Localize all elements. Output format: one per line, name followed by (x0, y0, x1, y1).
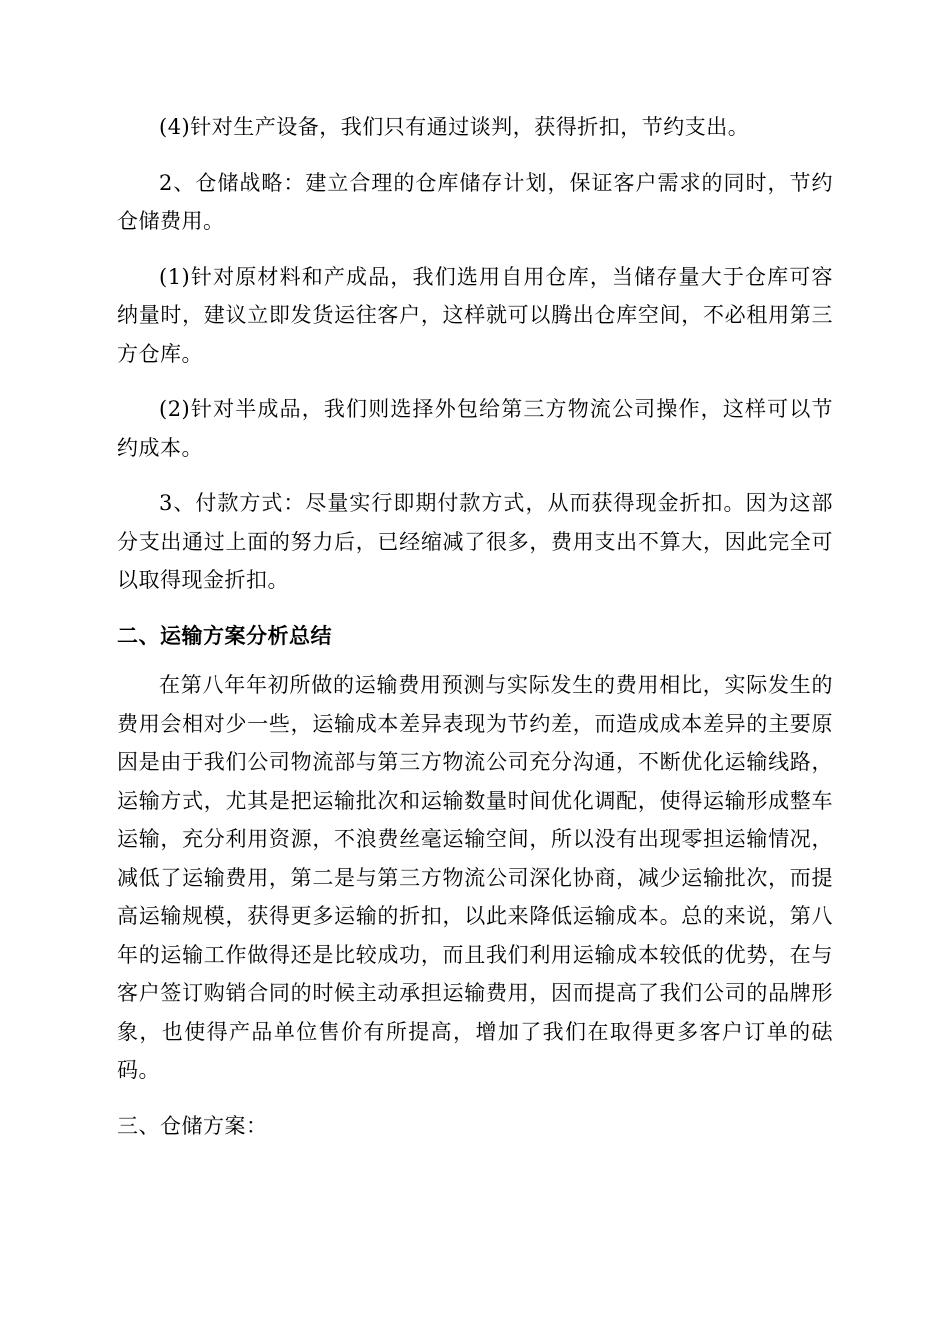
document-body (117, 108, 833, 1145)
paragraph-transport-summary: 在第八年年初所做的运输费用预测与实际发生的费用相比，实际发生的费用会相对少一些，运输成本差异表现为节约差，而造成成本差异的主要原因是由于我们公司物流部与第三方物流公司充分沟通，不断优化运输线路，运输方式，尤其是把运输批次和运输数量时间优化调配，使得运输形成整车运输，充分利用资源，不浪费丝毫运输空间，所以没有出现零担运输情况，减低了运输费用，第二是与第三方物流公司深化协商，减少运输批次，而提高运输规模，获得更多运输的折扣，以此来降低运输成本。总的来说，第八年的运输工作做得还是比较成功，而且我们利用运输成本较低的优势，在与客户签订购销合同的时候主动承担运输费用，因而提高了我们公司的品牌形象，也使得产品单位售价有所提高，增加了我们在取得更多客户订单的砝码。 (117, 673, 833, 1082)
section-heading-warehousing-plan: 三、仓储方案： (117, 1113, 268, 1138)
paragraph-warehousing-strategy: 2、仓储战略：建立合理的仓库储存计划，保证客户需求的同时，节约仓储费用。 (117, 170, 833, 233)
section-heading-transport-summary: 二、运输方案分析总结 (117, 623, 332, 648)
paragraph-semi-finished: (2)针对半成品，我们则选择外包给第三方物流公司操作，这样可以节约成本。 (117, 397, 833, 460)
paragraph-payment-method: 3、付款方式：尽量实行即期付款方式，从而获得现金折扣。因为这部分支出通过上面的努力后，已经缩减了很多，费用支出不算大，因此完全可以取得现金折扣。 (117, 491, 833, 592)
paragraph-production-equipment: (4)针对生产设备，我们只有通过谈判，获得折扣，节约支出。 (159, 115, 750, 139)
paragraph-raw-materials: (1)针对原材料和产成品，我们选用自用仓库，当储存量大于仓库可容纳量时，建议立即发货运往客户，这样就可以腾出仓库空间，不必租用第三方仓库。 (117, 264, 833, 366)
